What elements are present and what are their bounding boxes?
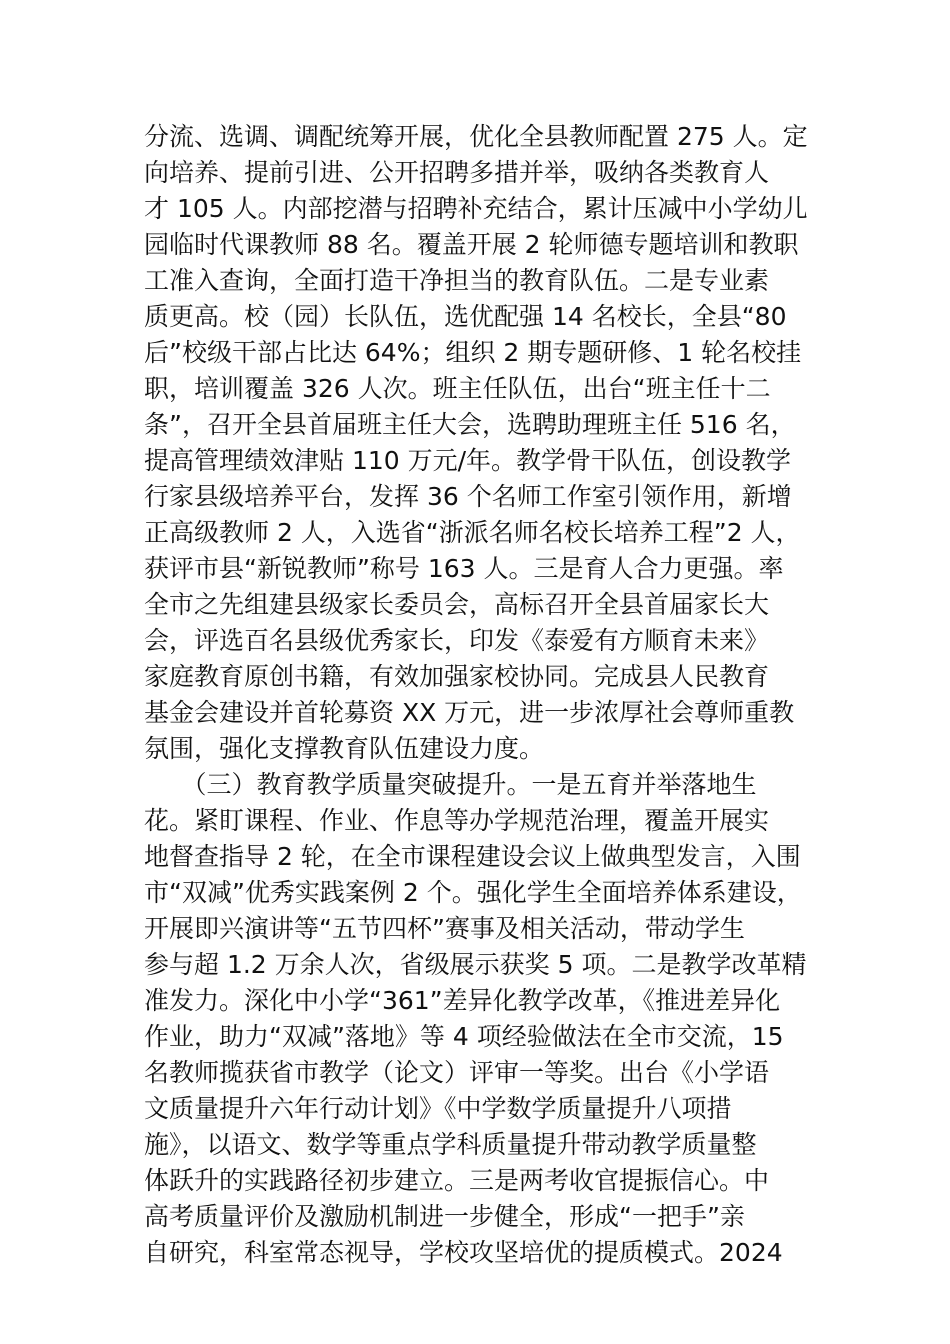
text-line: 园临时代课教师 88 名。覆盖开展 2 轮师德专题培训和教职	[144, 230, 799, 259]
text-line: 参与超 1.2 万余人次，省级展示获奖 5 项。二是教学改革精	[144, 950, 807, 979]
text-line: 施》，以语文、数学等重点学科质量提升带动教学质量整	[144, 1130, 757, 1159]
text-line: 行家县级培养平台，发挥 36 个名师工作室引领作用，新增	[144, 482, 792, 511]
text-line: 地督查指导 2 轮，在全市课程建设会议上做典型发言，入围	[144, 842, 801, 871]
text-line: 花。紧盯课程、作业、作息等办学规范治理，覆盖开展实	[144, 806, 770, 835]
text-line: 高考质量评价及激励机制进一步健全，形成“一把手”亲	[144, 1202, 745, 1231]
text-line: 获评市县“新锐教师”称号 163 人。三是育人合力更强。率	[144, 554, 784, 583]
text-line: 作业，助力“双减”落地》等 4 项经验做法在全市交流，15	[144, 1022, 784, 1051]
text-line: 氛围，强化支撑教育队伍建设力度。	[144, 734, 545, 763]
text-line: 家庭教育原创书籍，有效加强家校协同。完成县人民教育	[144, 662, 770, 691]
text-line: 才 105 人。内部挖潜与招聘补充结合，累计压减中小学幼儿	[144, 194, 808, 223]
body-text	[144, 119, 834, 1271]
text-line: 准发力。深化中小学“361”差异化教学改革，《推进差异化	[144, 986, 781, 1015]
text-line: 市“双减”优秀实践案例 2 个。强化学生全面培养体系建设，	[144, 878, 802, 907]
text-line: 向培养、提前引进、公开招聘多措并举，吸纳各类教育人	[144, 158, 770, 187]
text-line: 职，培训覆盖 326 人次。班主任队伍，出台“班主任十二	[144, 374, 771, 403]
text-line: 后”校级干部占比达 64%；组织 2 期专题研修、1 轮名校挂	[144, 338, 802, 367]
text-line: 分流、选调、调配统筹开展，优化全县教师配置 275 人。定	[144, 122, 808, 151]
text-line: 名教师揽获省市教学（论文）评审一等奖。出台《小学语	[144, 1058, 770, 1087]
text-line: 全市之先组建县级家长委员会，高标召开全县首届家长大	[144, 590, 770, 619]
text-line: 基金会建设并首轮募资 XX 万元，进一步浓厚社会尊师重教	[144, 698, 795, 727]
text-line: 自研究，科室常态视导，学校攻坚培优的提质模式。2024	[144, 1238, 783, 1267]
text-line: 文质量提升六年行动计划》《中学数学质量提升八项措	[144, 1094, 732, 1123]
text-line: 体跃升的实践路径初步建立。三是两考收官提振信心。中	[144, 1166, 770, 1195]
text-line: 会，评选百名县级优秀家长，印发《泰爱有方顺育未来》	[144, 626, 770, 655]
text-line: 质更高。校（园）长队伍，选优配强 14 名校长，全县“80	[144, 302, 787, 331]
text-line: 开展即兴演讲等“五节四杯”赛事及相关活动，带动学生	[144, 914, 745, 943]
text-line: 条”，召开全县首届班主任大会，选聘助理班主任 516 名，	[144, 410, 796, 439]
text-line: 工准入查询，全面打造干净担当的教育队伍。二是专业素	[144, 266, 770, 295]
section-heading-line: （三）教育教学质量突破提升。一是五育并举落地生	[144, 770, 757, 799]
text-line: 提高管理绩效津贴 110 万元/年。教学骨干队伍，创设教学	[144, 446, 792, 475]
text-line: 正高级教师 2 人，入选省“浙派名师名校长培养工程”2 人，	[144, 518, 801, 547]
